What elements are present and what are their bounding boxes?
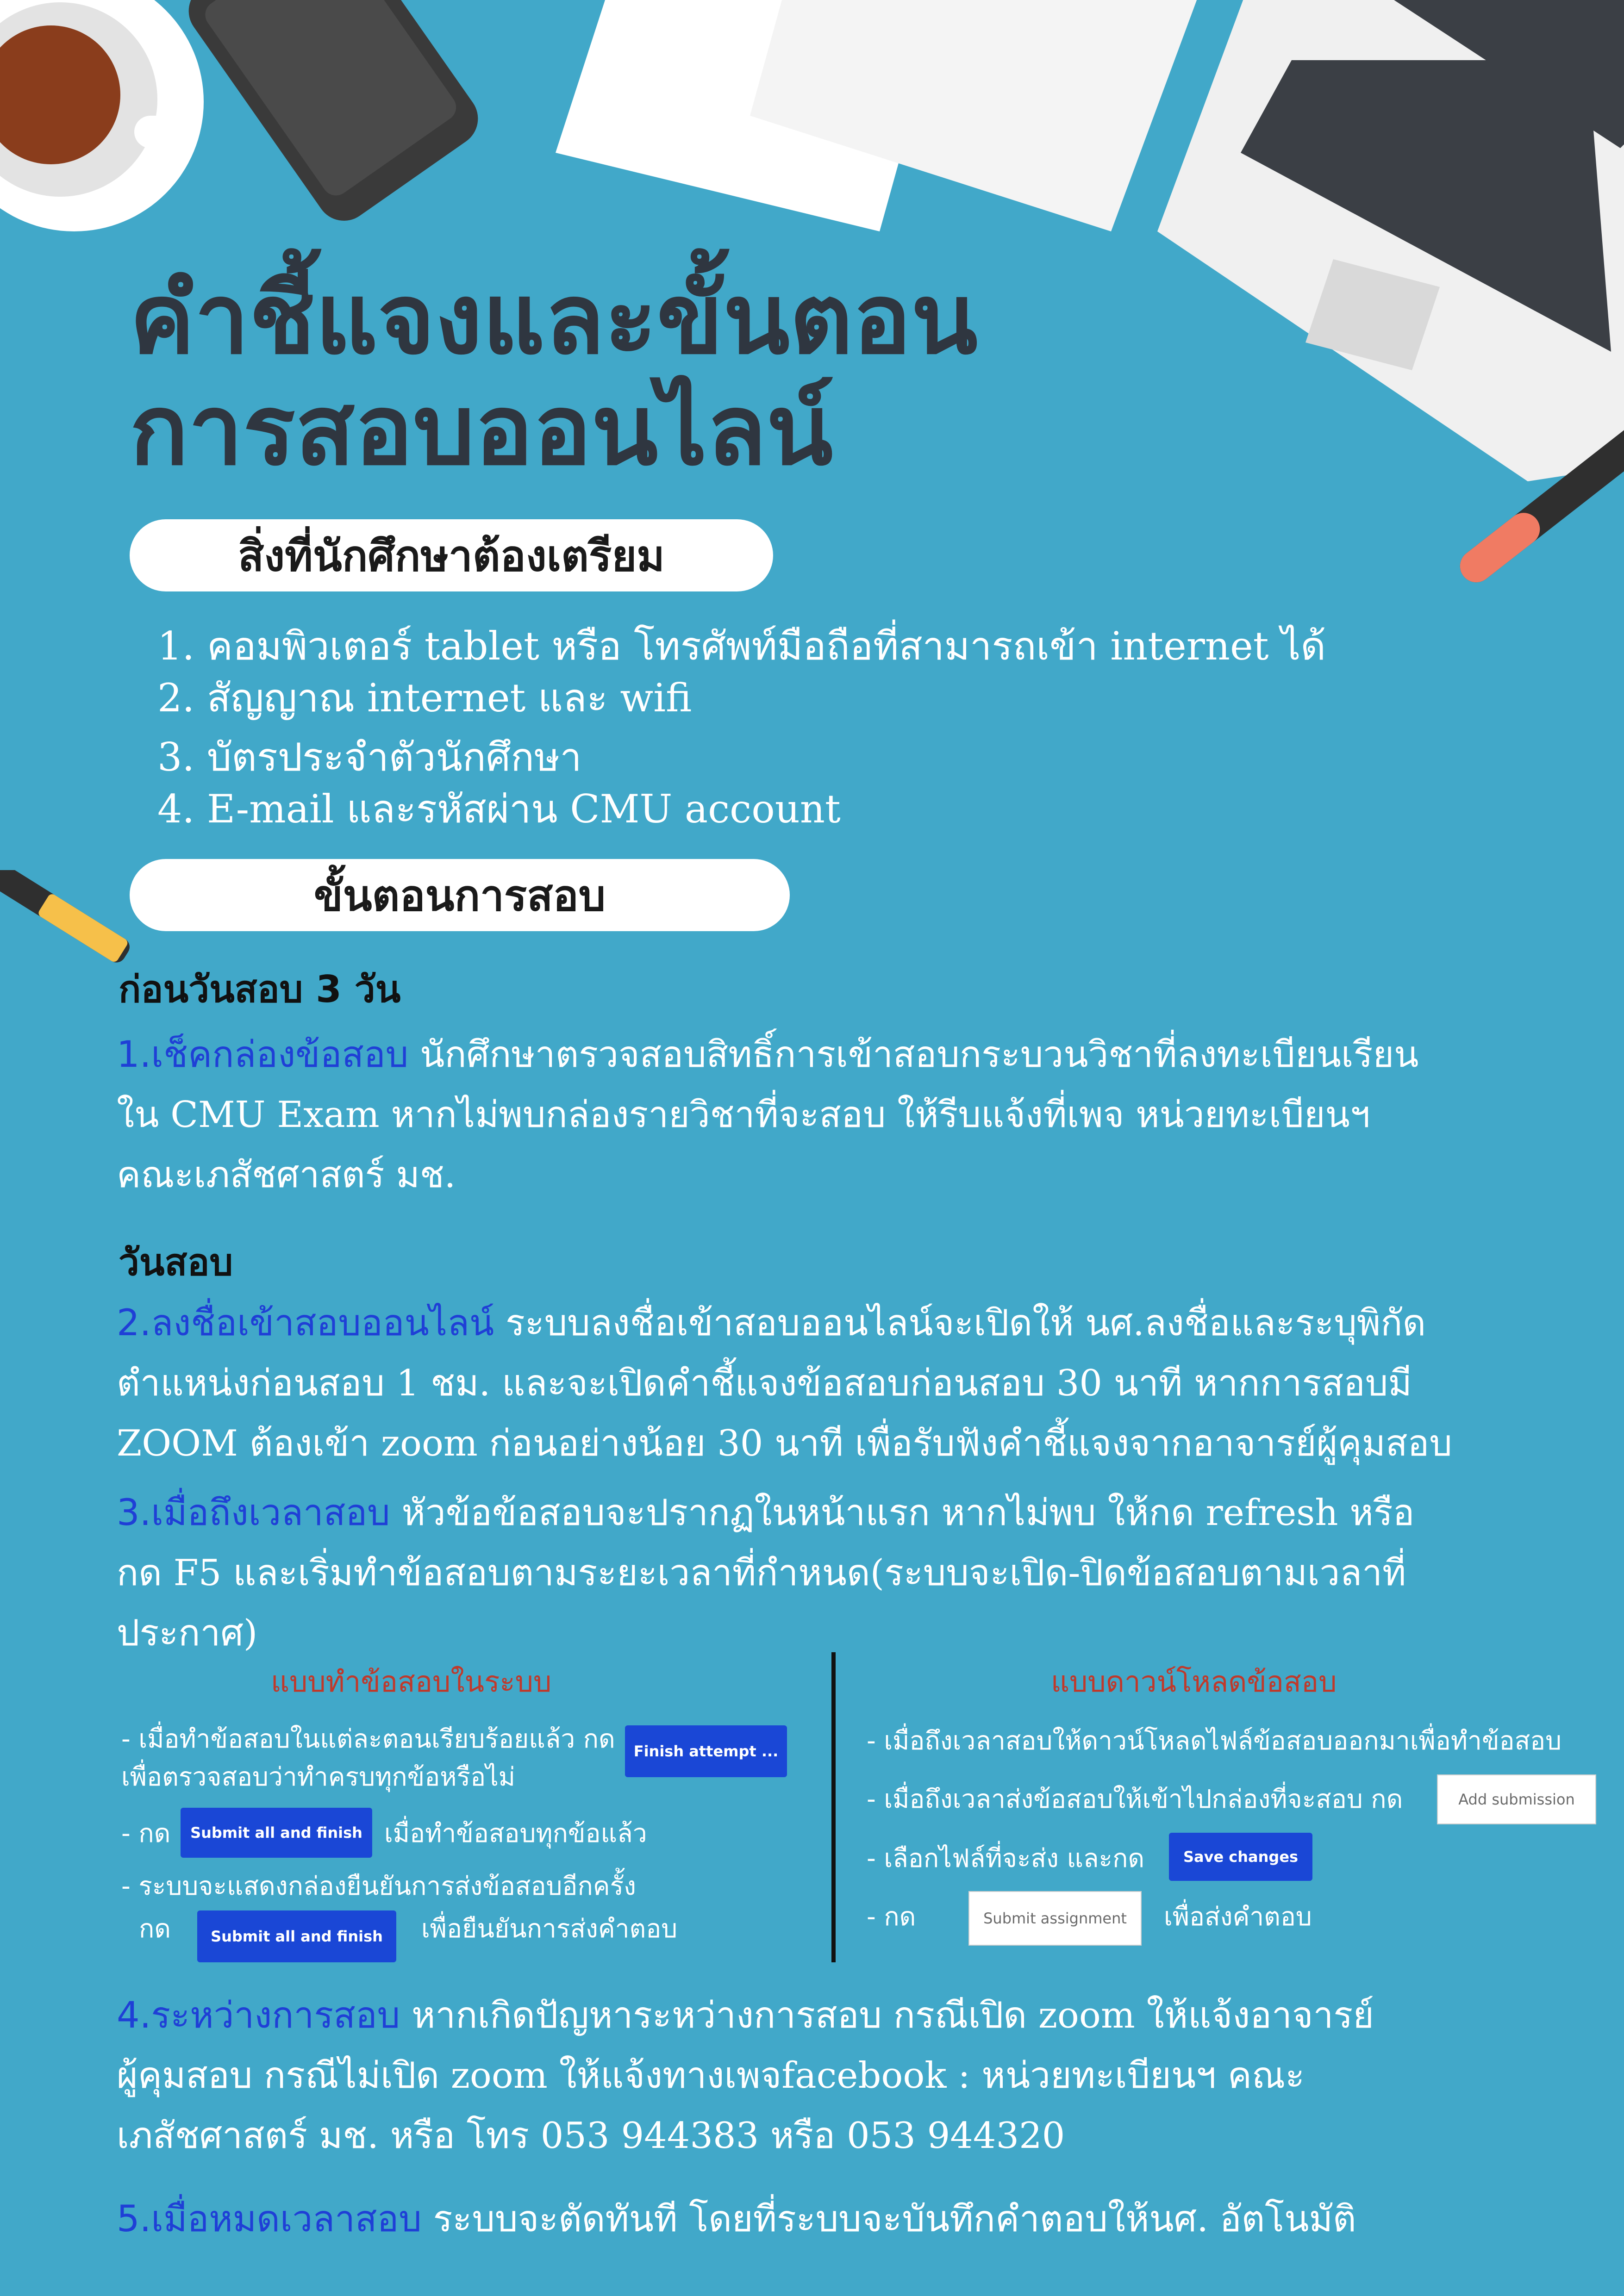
page-subtitle: การสอบออนไลน์ [130, 373, 833, 487]
step-2-line1: ระบบลงชื่อเข้าสอบออนไลน์จะเปิดให้ นศ.ลงชื่อและระบุพิกัด [494, 1302, 1426, 1344]
submit-all-and-finish-confirm-button[interactable]: Submit all and finish [197, 1910, 396, 1962]
prep-item-1: 1. คอมพิวเตอร์ tablet หรือ โทรศัพท์มือถือที่สามารถเข้า internet ได้ [157, 623, 1326, 669]
step-1-line3: คณะเภสัชศาสตร์ มช. [117, 1154, 456, 1196]
prep-item-2: 2. สัญญาณ internet และ wifi [157, 675, 692, 721]
column-divider [831, 1652, 836, 1962]
step-5-label: 5.เมื่อหมดเวลาสอบ [117, 2198, 422, 2240]
paper-icon [556, 0, 1204, 231]
online-mode-heading: แบบทำข้อสอบในระบบ [271, 1665, 552, 1699]
laptop-icon [1157, 0, 1624, 481]
step-1-label: 1.เช็คกล่องข้อสอบ [117, 1034, 409, 1076]
download-bullet-4-suffix: เพื่อส่งคำตอบ [1164, 1902, 1312, 1931]
step-3-line3: ประกาศ) [117, 1612, 258, 1654]
step-2-line3: ZOOM ต้องเข้า zoom ก่อนอย่างน้อย 30 นาที เพื่อรับฟังคำชี้แจงจากอาจารย์ผู้คุมสอบ [117, 1423, 1452, 1464]
step-4-label: 4.ระหว่างการสอบ [117, 1995, 400, 2036]
online-bullet-2-prefix: - กด [121, 1818, 171, 1848]
step-3-label: 3.เมื่อถึงเวลาสอบ [117, 1492, 390, 1534]
online-bullet-2-suffix: เมื่อทำข้อสอบทุกข้อแล้ว [384, 1818, 647, 1848]
step-1-line1: นักศึกษาตรวจสอบสิทธิ์การเข้าสอบกระบวนวิชาที่ลงทะเบียนเรียน [408, 1034, 1419, 1076]
step-2 [117, 1293, 1533, 1474]
step-4-line2: ผู้คุมสอบ กรณีไม่เปิด zoom ให้แจ้งทางเพจfacebook : หน่วยทะเบียนฯ คณะ [117, 2055, 1305, 2097]
step-2-label: 2.ลงชื่อเข้าสอบออนไลน์ [117, 1302, 494, 1344]
add-submission-button[interactable]: Add submission [1437, 1774, 1596, 1824]
download-mode-heading: แบบดาวน์โหลดข้อสอบ [1051, 1665, 1337, 1699]
step-5-text: ระบบจะตัดทันที โดยที่ระบบจะบันทึกคำตอบให้นศ. อัตโนมัติ [421, 2198, 1356, 2240]
prep-item-3: 3. บัตรประจำตัวนักศึกษา [157, 734, 582, 780]
finish-attempt-button[interactable]: Finish attempt ... [625, 1725, 787, 1777]
step-1 [117, 1025, 1533, 1205]
download-bullet-2: - เมื่อถึงเวลาส่งข้อสอบให้เข้าไปกล่องที่จะสอบ กด [867, 1784, 1403, 1814]
exam-day-label: วันสอบ [119, 1241, 233, 1284]
step-3-line2: กด F5 และเริ่มทำข้อสอบตามระยะเวลาที่กำหนด(ระบบจะเปิด-ปิดข้อสอบตามเวลาที่ [117, 1552, 1406, 1594]
online-bullet-3-prefix: กด [139, 1914, 171, 1943]
phone-icon [178, 0, 489, 231]
submit-assignment-button[interactable]: Submit assignment [968, 1891, 1142, 1946]
online-bullet-3-line1: - ระบบจะแสดงกล่องยืนยันการส่งข้อสอบอีกครั้ง [121, 1871, 636, 1901]
pencil-icon [0, 870, 130, 990]
download-bullet-4-prefix: - กด [867, 1902, 916, 1931]
online-bullet-3-suffix: เพื่อยืนยันการส่งคำตอบ [421, 1914, 678, 1943]
step-2-line2: ตำแหน่งก่อนสอบ 1 ชม. และจะเปิดคำชี้แจงข้อสอบก่อนสอบ 30 นาที หากการสอบมี [117, 1363, 1412, 1404]
step-5 [117, 2189, 1533, 2249]
page-title: คำชี้แจงและขั้นตอน [130, 262, 978, 376]
before-exam-label: ก่อนวันสอบ 3 วัน [119, 968, 401, 1011]
download-bullet-3: - เลือกไฟล์ที่จะส่ง และกด [867, 1843, 1145, 1873]
step-4-line3: เภสัชศาสตร์ มช. หรือ โทร 053 944383 หรือ 053 944320 [117, 2115, 1065, 2157]
online-bullet-1-line2: เพื่อตรวจสอบว่าทำครบทุกข้อหรือไม่ [121, 1762, 516, 1792]
save-changes-button[interactable]: Save changes [1169, 1833, 1312, 1881]
steps-heading: ขั้นตอนการสอบ [130, 859, 790, 931]
download-bullet-1: - เมื่อถึงเวลาสอบให้ดาวน์โหลดไฟล์ข้อสอบออกมาเพื่อทำข้อสอบ [867, 1726, 1562, 1755]
submit-all-and-finish-button[interactable]: Submit all and finish [181, 1808, 372, 1858]
step-3 [117, 1483, 1533, 1663]
coffee-cup-icon [0, 0, 204, 231]
online-bullet-1-line1: - เมื่อทำข้อสอบในแต่ละตอนเรียบร้อยแล้ว กด [121, 1724, 615, 1754]
step-1-line2: ใน CMU Exam หากไม่พบกล่องรายวิชาที่จะสอบ ให้รีบแจ้งที่เพจ หน่วยทะเบียนฯ [117, 1094, 1370, 1136]
step-3-line1: หัวข้อข้อสอบจะปรากฏในหน้าแรก หากไม่พบ ให้กด refresh หรือ [390, 1492, 1415, 1534]
prep-item-4: 4. E-mail และรหัสผ่าน CMU account [157, 786, 841, 832]
step-4 [117, 1985, 1533, 2166]
prep-heading: สิ่งที่นักศึกษาต้องเตรียม [130, 519, 773, 591]
step-4-line1: หากเกิดปัญหาระหว่างการสอบ กรณีเปิด zoom ให้แจ้งอาจารย์ [400, 1995, 1374, 2036]
